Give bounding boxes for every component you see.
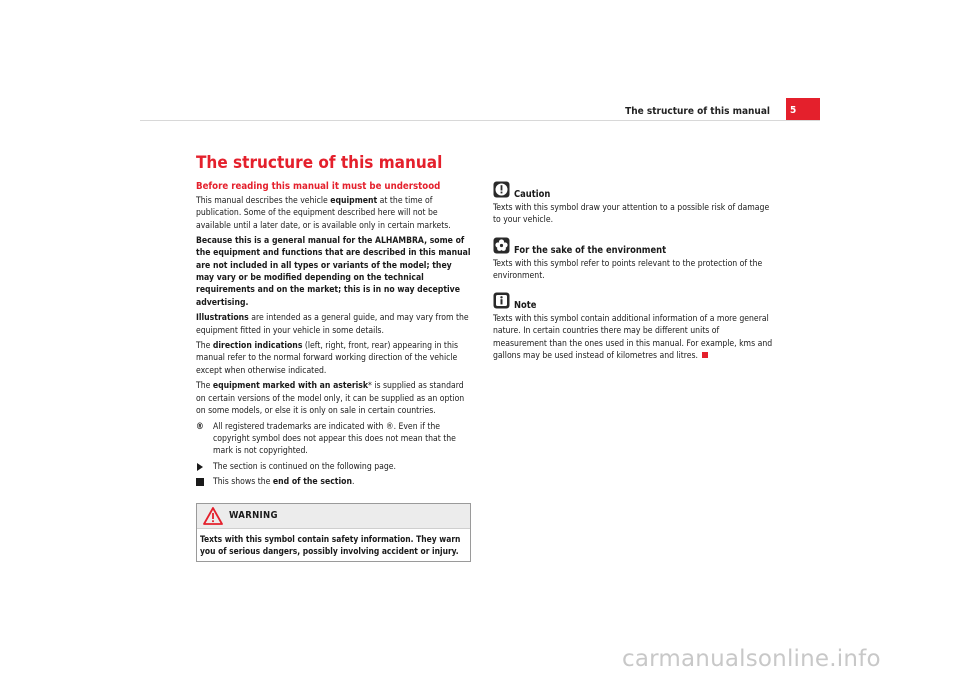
text: are intended as a general guide, and may vary from the equipment fitted in your vehicle in some details.	[196, 313, 469, 336]
term-illustrations: Illustrations	[196, 313, 249, 324]
paragraph-asterisk	[196, 380, 471, 417]
warning-label: WARNING	[229, 509, 278, 521]
warning-box	[196, 503, 471, 562]
caution-header	[493, 181, 775, 201]
continue-arrow-icon	[197, 463, 203, 471]
paragraph-directions	[196, 340, 471, 377]
warning-text: Texts with this symbol contain safety information. They warn you of serious dangers, possibly involving accident or injury.	[200, 533, 461, 556]
term-end-section: end of the section	[272, 477, 352, 488]
environment-label: For the sake of the environment	[514, 244, 667, 256]
list-item-trademark	[196, 421, 471, 458]
term-asterisk: equipment marked with an asterisk	[212, 381, 369, 392]
text: .	[351, 477, 355, 488]
bold-text: Because this is a general manual for the ALHAMBRA, some of the equipment and functions that are described in this manual are not included in all types or variants of the model; they may vary or be modified depending on the technical requirements and on the market; this is in no way deceptive advertising.	[196, 236, 471, 308]
running-header-title: The structure of this manual	[625, 106, 770, 117]
text: The section is continued on the following page.	[213, 461, 396, 472]
header-divider	[140, 120, 820, 121]
text: This shows the	[213, 477, 273, 488]
paragraph-general-manual	[196, 235, 471, 309]
note-label: Note	[514, 300, 537, 312]
text: The	[196, 341, 213, 352]
environment-header	[493, 237, 775, 257]
watermark: carmanualsonline.info	[622, 646, 881, 672]
registered-icon: ®	[196, 421, 204, 432]
left-column	[196, 181, 471, 562]
end-section-red-icon	[702, 352, 708, 358]
list-item-continued	[196, 461, 471, 473]
list-item-end-section	[196, 476, 471, 488]
text: (left, right, front, rear) appearing in this manual refer to the normal forward working direction of the vehicle except when otherwise indicated.	[196, 341, 459, 376]
note-text-wrap	[493, 313, 775, 362]
page-title: The structure of this manual	[196, 153, 443, 173]
caution-block	[493, 181, 775, 227]
text: All registered trademarks are indicated with ®. Even if the copyright symbol does not appear this does not mean that the mark is not copyrighted.	[213, 421, 456, 457]
text: at the time of publication. Some of the equipment described here will not be available until a later date, or is available only in certain markets.	[196, 196, 451, 231]
note-text: Texts with this symbol contain additional information of a more general nature. In certain countries there may be different units of measurement than the ones used in this manual. For example, kms and gallons may be used instead of kilometres and litres.	[493, 314, 773, 362]
paragraph-equipment	[196, 195, 471, 232]
right-column	[493, 181, 775, 372]
term-equipment: equipment	[330, 196, 378, 206]
warning-triangle-icon	[203, 507, 223, 525]
caution-exclamation-icon	[493, 181, 510, 198]
environment-text: Texts with this symbol refer to points relevant to the protection of the environment.	[493, 258, 763, 281]
text: This manual describes the vehicle	[196, 196, 331, 206]
text: * is supplied as standard on certain versions of the model only, it can be supplied as an option on some models, or else it is only on sale in certain countries.	[196, 381, 465, 416]
section-subheading: Before reading this manual it must be understood	[196, 181, 441, 192]
note-info-icon	[493, 292, 510, 309]
page-number: 5	[786, 98, 820, 120]
end-section-square-icon	[196, 478, 204, 486]
caution-label: Caution	[514, 189, 551, 200]
environment-block	[493, 237, 775, 283]
text: The	[196, 381, 213, 392]
paragraph-illustrations	[196, 312, 471, 337]
note-header	[493, 292, 775, 312]
caution-text: Texts with this symbol draw your attention to a possible risk of damage to your vehicle.	[493, 203, 770, 226]
warning-header	[197, 504, 470, 529]
term-directions: direction indications	[212, 341, 303, 352]
note-block	[493, 292, 775, 362]
environment-flower-icon	[493, 237, 510, 254]
